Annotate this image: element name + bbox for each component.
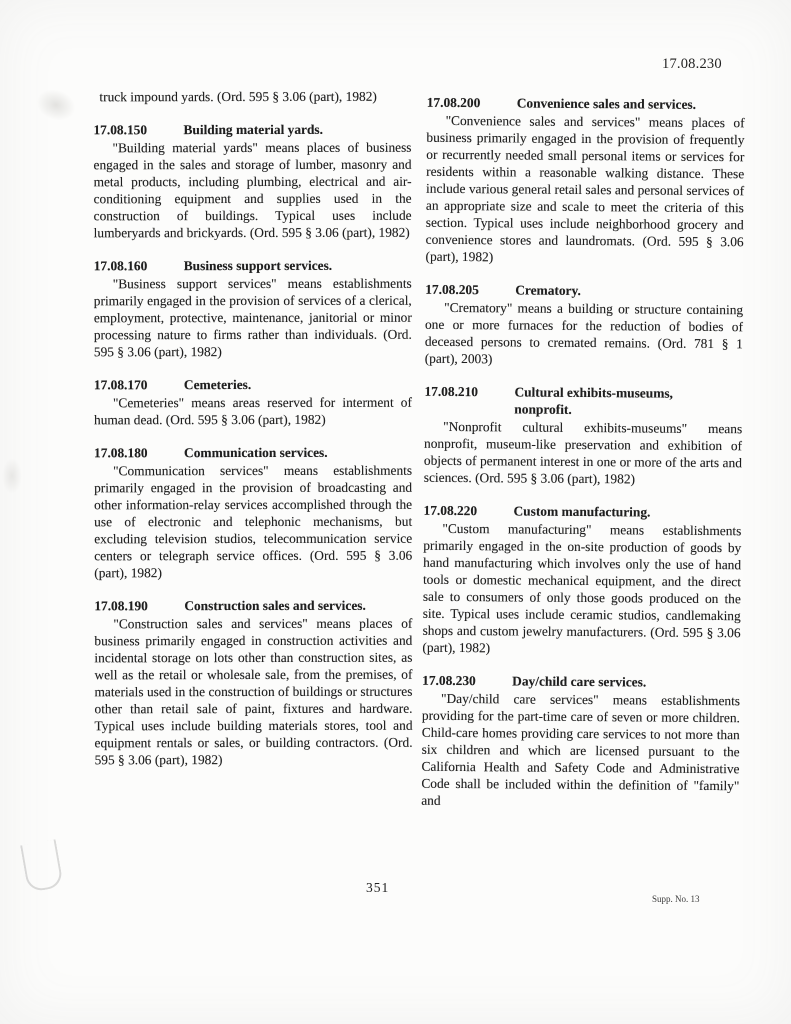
section-title: Cemeteries. [183,377,252,393]
code-section-17-08-150 [93,121,411,242]
section-heading [427,94,745,113]
section-number: 17.08.190 [94,598,148,614]
section-title-line2: nonprofit. [514,401,572,417]
code-section-17-08-205 [425,281,744,369]
section-heading [94,376,412,394]
section-body: "Nonprofit cultural exhibits-museums" means nonprofit, museum-like preservation and exhibition of objects of permanent interest in one or more of the arts and sciences. (Ord. 595 § 3.06 (part), 1982) [423,418,743,487]
section-body: "Communication services" means establishments primarily engaged in the provision of broadcasting and other information-relay services accomplished through the use of electronic and telephonic mechanisms, but excluding television studios, telecommunication service centers or telegraph service offices. (Ord. 595 § 3.06 (part), 1982) [94,462,413,581]
section-title: Custom manufacturing. [513,503,651,520]
section-heading [425,281,743,300]
section-title: Crematory. [515,282,581,298]
section-body: "Business support services" means establishments primarily engaged in the provision of services of a clerical, employment, protective, maintenance, janitorial or minor processing nature to firms rather than individuals. (Ord. 595 § 3.06 (part), 1982) [93,275,412,360]
scan-smudge-artifact [2,458,22,494]
section-number: 17.08.200 [426,94,481,111]
page-header-section-number: 17.08.230 [662,56,722,72]
section-number: 17.08.160 [93,258,148,274]
section-body: "Construction sales and services" means places of business primarily engaged in construction activities and incidental storage on lots other than construction sites, as well as the retail or wholesale sale, from the premises, of materials used in the construction of buildings or structures other than retail sale of paint, fixtures and hardware. Typical uses include building materials stores, tool and equipment rentals or sales, or building contractors. (Ord. 595 § 3.06 (part), 1982) [94,615,413,768]
scan-smudge-artifact [32,84,80,126]
section-body: "Convenience sales and services" means places of business primarily engaged in the provision of frequently or recurrently needed small personal items or services for residents within a reasonable walking distance. These include various general retail sales and personal services of an appropriate size and scale to meet the criteria of this section. Typical uses include neighborhood grocery and convenience stores and laundromats. (Ord. 595 § 3.06 (part), 1982) [425,112,745,265]
page-number: 351 [366,880,390,895]
section-body: "Day/child care services" means establishments providing for the part-time care of seven or more children. Child-care homes providing care services to not more than six children and which are licensed pursuant to the California Health and Safety Code and Administrative Code shall be included within the definition of "family" and [421,690,741,808]
code-section-17-08-200 [425,94,744,267]
section-title: Communication services. [184,444,328,461]
section-number: 17.08.180 [94,445,148,461]
section-number: 17.08.150 [93,122,148,138]
section-title: Day/child care services. [512,673,647,690]
pen-mark-artifact [20,839,64,893]
section-number: 17.08.170 [93,377,148,393]
section-heading [423,502,741,521]
section-number: 17.08.230 [422,672,476,689]
section-title: Cultural exhibits-museums, [514,384,674,401]
section-heading [93,121,411,139]
code-section-17-08-220 [422,502,741,658]
section-heading [94,597,412,615]
section-heading [94,257,412,275]
section-heading [424,383,742,419]
section-body: "Crematory" means a building or structure containing one or more furnaces for the reduction of bodies of deceased persons to cremated remains. (Ord. 781 § 1 (part), 2003) [424,299,744,367]
code-section-17-08-160 [94,257,412,361]
section-number: 17.08.220 [423,502,478,519]
left-column [93,88,412,769]
right-column [421,94,745,811]
code-section-17-08-210 [424,383,743,488]
code-section-17-08-170 [94,376,412,429]
section-title: Building material yards. [183,121,323,138]
code-section-17-08-180 [94,444,412,582]
section-title: Convenience sales and services. [516,95,697,112]
continuation-text: truck impound yards. (Ord. 595 § 3.06 (part), 1982) [99,88,377,105]
section-body: "Building material yards" means places of business engaged in the sales and storage of lumber, masonry and metal products, including plumbing, electrical and air-conditioning equipment and supplies used in the construction of buildings. Typical uses include lumberyards and brickyards. (Ord. 595 § 3.06 (part), 1982) [93,139,412,241]
section-number: 17.08.210 [424,383,479,400]
section-heading [94,444,412,462]
supplement-note: Supp. No. 13 [652,894,700,904]
section-number: 17.08.205 [425,281,479,298]
code-section-17-08-230 [421,672,740,811]
code-section-17-08-190 [94,597,412,769]
section-title: Construction sales and services. [184,597,366,614]
section-heading [422,672,740,691]
section-body: "Custom manufacturing" means establishments primarily engaged in the on-site production of goods by hand manufacturing which involves only the use of hand tools or domestic mechanical equipment, and the direct sale to consumers of only those goods produced on the site. Typical uses include ceramic studios, candlemaking shops and custom jewelry manufacturers. (Ord. 595 § 3.06 (part), 1982) [422,520,742,656]
section-body: "Cemeteries" means areas reserved for interment of human dead. (Ord. 595 § 3.06 (part), 1982) [93,394,412,428]
section-title: Business support services. [183,257,333,274]
